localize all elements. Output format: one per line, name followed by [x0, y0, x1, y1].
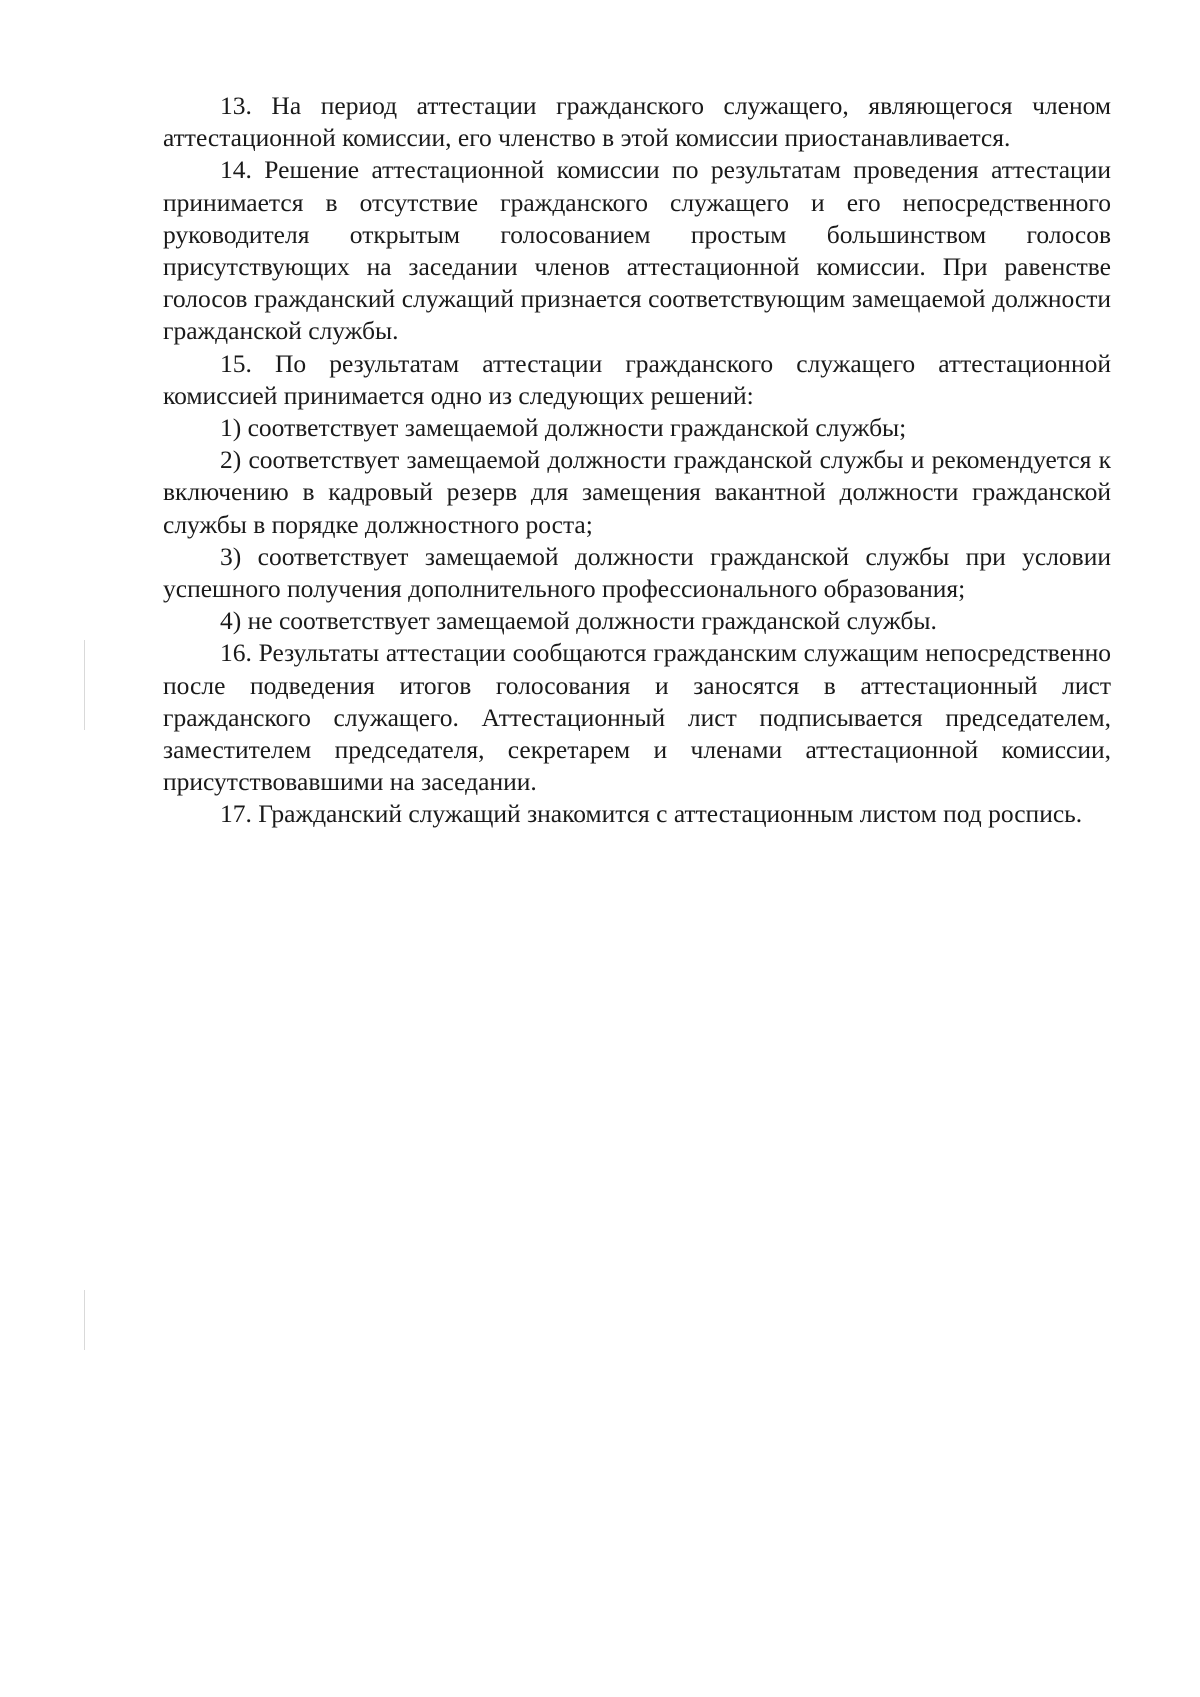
list-item-4: 4) не соответствует замещаемой должности гражданской службы. [220, 606, 937, 636]
list-item-1: 1) соответствует замещаемой должности гражданской службы; [220, 413, 907, 443]
paragraph-15: 15. По результатам аттестации гражданского служащего аттестационной комиссией принимается одно из следующих решений: [163, 348, 1111, 410]
paragraph-14: 14. Решение аттестационной комиссии по результатам проведения аттестации принимается в отсутствие гражданского служащего и его непосредственного руководителя открытым голосованием простым большинством голосов присутствующих на заседании членов аттестационной комиссии. При равенстве голосов гражданский служащий признается соответствующим замещаемой должности гражданской службы. [163, 155, 1111, 346]
paragraph-13: 13. На период аттестации гражданского служащего, являющегося членом аттестационной комиссии, его членство в этой комиссии приостанавливается. [163, 91, 1111, 153]
scan-edge-mark [84, 640, 85, 730]
document-body [163, 90, 1111, 831]
paragraph-16: 16. Результаты аттестации сообщаются гражданским служащим непосредственно после подведения итогов голосования и заносятся в аттестационный лист гражданского служащего. Аттестационный лист подписывается председателем, заместителем председателя, секретарем и членами аттестационной комиссии, присутствовавшими на заседании. [163, 638, 1111, 797]
list-item-3: 3) соответствует замещаемой должности гражданской службы при условии успешного получения дополнительного профессионального образования; [163, 541, 1111, 604]
list-item-2: 2) соответствует замещаемой должности гражданской службы и рекомендуется к включению в кадровый резерв для замещения вакантной должности гражданской службы в порядке должностного роста; [163, 445, 1111, 539]
paragraph-17: 17. Гражданский служащий знакомится с аттестационным листом под роспись. [220, 799, 1083, 829]
scan-edge-mark [84, 1290, 85, 1350]
